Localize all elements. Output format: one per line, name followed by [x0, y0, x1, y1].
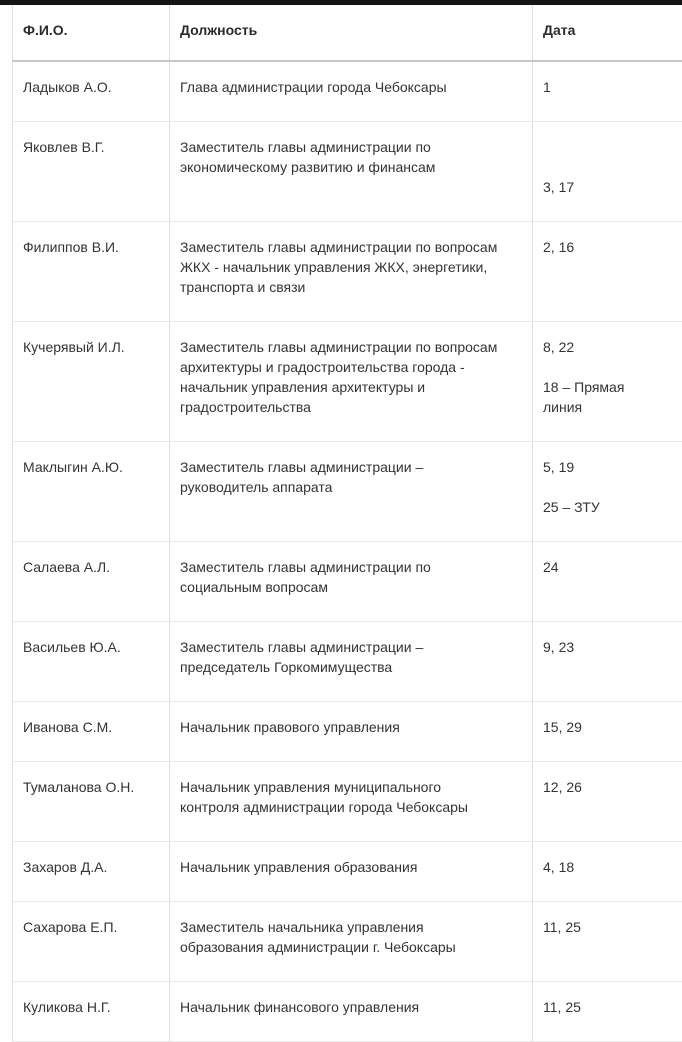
column-header-position: Должность [170, 5, 533, 61]
date-cell-line [543, 137, 673, 157]
table-row [13, 982, 682, 1042]
position-cell-line: Заместитель главы администрации по [180, 557, 522, 577]
date-cell-line: линия [543, 397, 673, 417]
name-cell [13, 222, 170, 322]
position-cell-line: образования администрации г. Чебоксары [180, 937, 522, 957]
position-cell-line: Заместитель начальника управления [180, 917, 522, 937]
date-cell-line: 9, 23 [543, 637, 673, 657]
table-row [13, 322, 682, 442]
name-cell-line: Захаров Д.А. [23, 857, 159, 877]
position-cell-line: ЖКХ - начальник управления ЖКХ, энергетики, [180, 257, 522, 277]
position-cell-line: Заместитель главы администрации по вопросам [180, 337, 522, 357]
name-cell [13, 122, 170, 222]
position-cell [170, 442, 533, 542]
name-cell-line: Иванова С.М. [23, 717, 159, 737]
position-cell-line: начальник управления архитектуры и [180, 377, 522, 397]
date-cell-line: 3, 17 [543, 177, 673, 197]
date-cell-line: 11, 25 [543, 997, 673, 1017]
date-cell [533, 222, 682, 322]
table-header-row [13, 5, 682, 61]
date-cell-line: 11, 25 [543, 917, 673, 937]
position-cell [170, 902, 533, 982]
table-row [13, 622, 682, 702]
position-cell-line: Начальник управления образования [180, 857, 522, 877]
date-cell [533, 762, 682, 842]
position-cell-line: Глава администрации города Чебоксары [180, 77, 522, 97]
date-cell [533, 122, 682, 222]
position-cell-line: Начальник финансового управления [180, 997, 522, 1017]
position-cell-line: градостроительства [180, 397, 522, 417]
date-cell [533, 982, 682, 1042]
date-cell [533, 842, 682, 902]
position-cell [170, 982, 533, 1042]
date-cell-line: 5, 19 [543, 457, 673, 477]
position-cell [170, 542, 533, 622]
position-cell-line: социальным вопросам [180, 577, 522, 597]
name-cell-line: Салаева А.Л. [23, 557, 159, 577]
position-cell-line: Начальник правового управления [180, 717, 522, 737]
name-cell [13, 982, 170, 1042]
table-row [13, 442, 682, 542]
name-cell [13, 442, 170, 542]
date-cell-line: 18 – Прямая [543, 377, 673, 397]
position-cell-line: Заместитель главы администрации – [180, 637, 522, 657]
position-cell-line: Заместитель главы администрации по [180, 137, 522, 157]
name-cell-line: Тумаланова О.Н. [23, 777, 159, 797]
position-cell-line: Начальник управления муниципального [180, 777, 522, 797]
position-cell [170, 842, 533, 902]
position-cell-line: Заместитель главы администрации по вопросам [180, 237, 522, 257]
date-cell [533, 702, 682, 762]
date-cell-line: 4, 18 [543, 857, 673, 877]
position-cell [170, 222, 533, 322]
date-cell-line: 15, 29 [543, 717, 673, 737]
date-cell [533, 442, 682, 542]
name-cell-line: Маклыгин А.Ю. [23, 457, 159, 477]
date-cell-line: 24 [543, 557, 673, 577]
position-cell [170, 762, 533, 842]
table-body [13, 61, 682, 1042]
name-cell [13, 702, 170, 762]
date-cell [533, 622, 682, 702]
date-cell [533, 902, 682, 982]
name-cell [13, 322, 170, 442]
date-cell-line [543, 357, 673, 377]
date-cell-line [543, 157, 673, 177]
name-cell-line: Васильев Ю.А. [23, 637, 159, 657]
position-cell [170, 622, 533, 702]
name-cell [13, 842, 170, 902]
table-row [13, 842, 682, 902]
name-cell-line: Кучерявый И.Л. [23, 337, 159, 357]
table-row [13, 122, 682, 222]
date-cell-line: 12, 26 [543, 777, 673, 797]
name-cell-line: Ладыков А.О. [23, 77, 159, 97]
position-cell [170, 702, 533, 762]
name-cell-line: Сахарова Е.П. [23, 917, 159, 937]
column-header-name: Ф.И.О. [13, 5, 170, 61]
name-cell [13, 622, 170, 702]
table-row [13, 902, 682, 982]
name-cell-line: Филиппов В.И. [23, 237, 159, 257]
position-cell-line: руководитель аппарата [180, 477, 522, 497]
date-cell-line: 2, 16 [543, 237, 673, 257]
table-row [13, 61, 682, 122]
name-cell [13, 902, 170, 982]
table-row [13, 762, 682, 842]
position-cell-line: председатель Горкомимущества [180, 657, 522, 677]
date-cell-line: 1 [543, 77, 673, 97]
name-cell-line: Яковлев В.Г. [23, 137, 159, 157]
position-cell-line: Заместитель главы администрации – [180, 457, 522, 477]
name-cell [13, 762, 170, 842]
date-cell-line: 25 – ЗТУ [543, 497, 673, 517]
table-row [13, 222, 682, 322]
position-cell-line: архитектуры и градостроительства города - [180, 357, 522, 377]
position-cell [170, 61, 533, 122]
position-cell-line: экономическому развитию и финансам [180, 157, 522, 177]
position-cell [170, 122, 533, 222]
position-cell-line: контроля администрации города Чебоксары [180, 797, 522, 817]
date-cell [533, 542, 682, 622]
table-row [13, 702, 682, 762]
officials-schedule-table [12, 5, 682, 1042]
table-row [13, 542, 682, 622]
name-cell-line: Куликова Н.Г. [23, 997, 159, 1017]
date-cell-line: 8, 22 [543, 337, 673, 357]
name-cell [13, 61, 170, 122]
column-header-date: Дата [533, 5, 682, 61]
date-cell [533, 61, 682, 122]
position-cell [170, 322, 533, 442]
name-cell [13, 542, 170, 622]
date-cell-line [543, 477, 673, 497]
position-cell-line: транспорта и связи [180, 277, 522, 297]
date-cell [533, 322, 682, 442]
